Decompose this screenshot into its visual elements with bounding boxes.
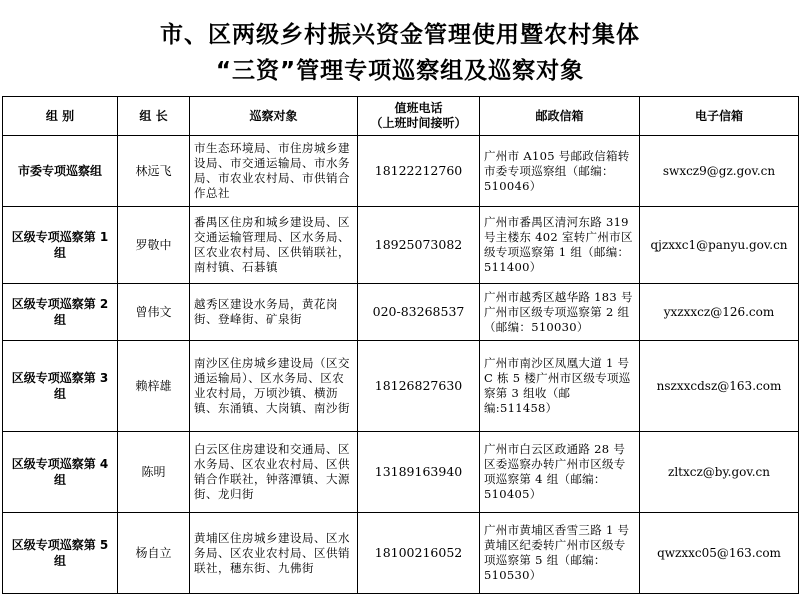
cell-leader: 陈明	[118, 432, 190, 513]
cell-phone: 18126827630	[358, 341, 480, 432]
cell-phone: 13189163940	[358, 432, 480, 513]
cell-phone: 020-83268537	[358, 284, 480, 341]
header-leader: 组 长	[118, 97, 190, 136]
table-row	[3, 207, 799, 284]
cell-leader: 林远飞	[118, 136, 190, 207]
cell-group: 区级专项巡察第 4 组	[3, 432, 118, 513]
cell-target: 黄埔区住房城乡建设局、区水务局、区农业农村局、区供销联社，穗东街、九佛街	[190, 513, 358, 594]
cell-target: 市生态环境局、市住房城乡建设局、市交通运输局、市水务局、市农业农村局、市供销合作总社	[190, 136, 358, 207]
header-group: 组 别	[3, 97, 118, 136]
cell-leader: 曾伟文	[118, 284, 190, 341]
cell-group: 区级专项巡察第 1 组	[3, 207, 118, 284]
header-mail: 邮政信箱	[480, 97, 640, 136]
cell-group: 区级专项巡察第 2 组	[3, 284, 118, 341]
cell-mail: 广州市黄埔区香雪三路 1 号黄埔区纪委转广州市区级专项巡察第 5 组（邮编：510530）	[480, 513, 640, 594]
cell-leader: 杨自立	[118, 513, 190, 594]
header-phone	[358, 97, 480, 136]
cell-mail: 广州市 A105 号邮政信箱转市委专项巡察组（邮编：510046）	[480, 136, 640, 207]
cell-email: swxcz9@gz.gov.cn	[640, 136, 799, 207]
table-row	[3, 136, 799, 207]
cell-target: 番禺区住房和城乡建设局、区交通运输管理局、区水务局、区农业农村局、区供销联社，南村镇、石碁镇	[190, 207, 358, 284]
table-row	[3, 284, 799, 341]
inspection-groups-table	[2, 96, 799, 594]
cell-leader: 赖梓雄	[118, 341, 190, 432]
cell-phone: 18122212760	[358, 136, 480, 207]
cell-target: 越秀区建设水务局，黄花岗街、登峰街、矿泉街	[190, 284, 358, 341]
cell-phone: 18925073082	[358, 207, 480, 284]
cell-mail: 广州市南沙区凤凰大道 1 号 C 栋 5 楼广州市区级专项巡察第 3 组收（邮编:511458）	[480, 341, 640, 432]
cell-mail: 广州市越秀区越华路 183 号广州市区级专项巡察第 2 组（邮编：510030）	[480, 284, 640, 341]
table-row	[3, 432, 799, 513]
cell-phone: 18100216052	[358, 513, 480, 594]
cell-group: 区级专项巡察第 5 组	[3, 513, 118, 594]
header-target: 巡察对象	[190, 97, 358, 136]
cell-email: yxzxxcz@126.com	[640, 284, 799, 341]
cell-group: 区级专项巡察第 3 组	[3, 341, 118, 432]
cell-mail: 广州市白云区政通路 28 号区委巡察办转广州市区级专项巡察第 4 组（邮编：510405）	[480, 432, 640, 513]
table-header-row	[3, 97, 799, 136]
cell-leader: 罗敬中	[118, 207, 190, 284]
cell-email: qjzxxc1@panyu.gov.cn	[640, 207, 799, 284]
header-phone-note: （上班时间接听）	[370, 116, 467, 130]
cell-email: zltxcz@by.gov.cn	[640, 432, 799, 513]
cell-email: nszxxcdsz@163.com	[640, 341, 799, 432]
cell-target: 白云区住房建设和交通局、区水务局、区农业农村局、区供销合作联社，钟落潭镇、大源街、龙归街	[190, 432, 358, 513]
document-title-line-2: “三资”管理专项巡察组及巡察对象	[215, 58, 585, 84]
header-email: 电子信箱	[640, 97, 799, 136]
table-row	[3, 341, 799, 432]
cell-email: qwzxxc05@163.com	[640, 513, 799, 594]
cell-target: 南沙区住房城乡建设局（区交通运输局）、区水务局、区农业农村局，万顷沙镇、横沥镇、东涌镇、大岗镇、南沙街	[190, 341, 358, 432]
cell-mail: 广州市番禺区清河东路 319 号主楼东 402 室转广州市区级专项巡察第 1 组（邮编：511400）	[480, 207, 640, 284]
document-title-line-1: 市、区两级乡村振兴资金管理使用暨农村集体	[160, 22, 640, 48]
header-phone-title: 值班电话	[394, 101, 443, 115]
table-row	[3, 513, 799, 594]
cell-group: 市委专项巡察组	[3, 136, 118, 207]
